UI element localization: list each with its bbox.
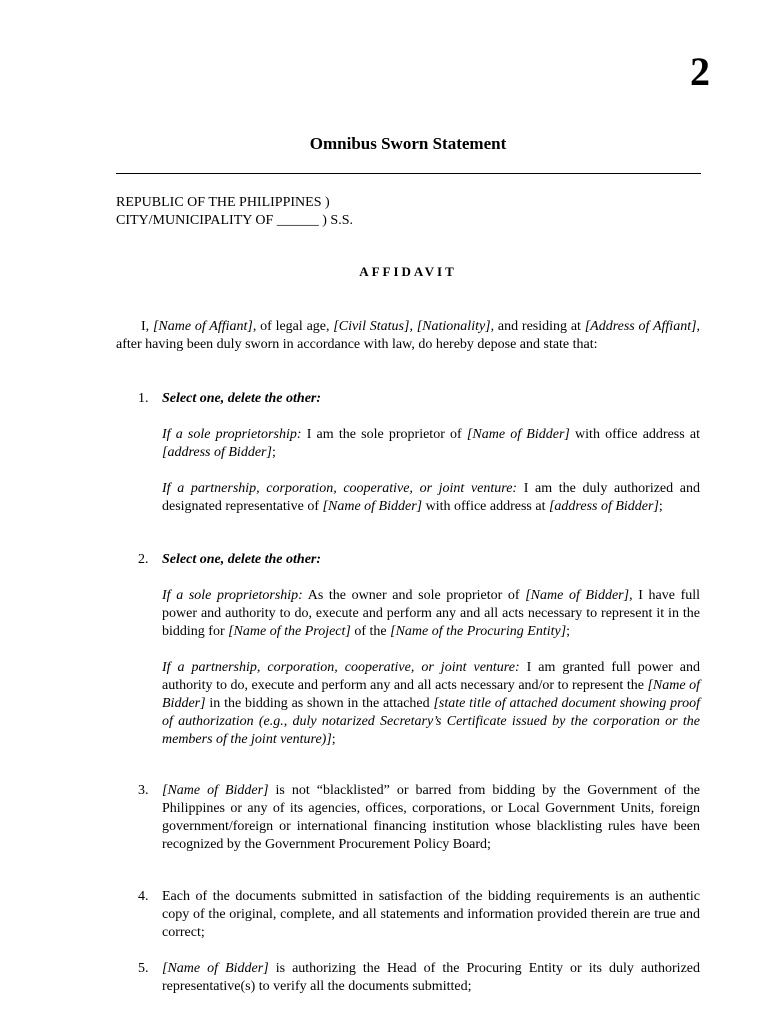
list-item-4 xyxy=(116,888,700,942)
item-5-text: [Name of Bidder] is authorizing the Head of the Procuring Entity or its duly authorized representative(s) to verify all the documents submitted; xyxy=(162,961,700,994)
placeholder-address-of-affiant: [Address of Affiant] xyxy=(584,319,697,334)
placeholder-name-of-affiant: [Name of Affiant] xyxy=(152,319,253,334)
item-instruction: Select one, delete the other: xyxy=(162,391,322,406)
option-sole-proprietorship: If a sole proprietorship: As the owner and sole proprietor of [Name of Bidder], I have full power and authority to do, execute and perform any and all acts necessary to represent it in the bidding for [Name of the Project] of the [Name of the Procuring Entity]; xyxy=(162,588,701,639)
item-instruction: Select one, delete the other: xyxy=(162,552,322,567)
affidavit-heading: AFFIDAVIT xyxy=(359,264,457,279)
option-partnership: If a partnership, corporation, cooperative, or joint venture: I am granted full power and authority to do, execute and perform any and all acts necessary and/or to represent the [Name of Bidder] in the bidding as shown in the attached [state title of attached document showing proof of authorization (e.g., duly notarized Secretary’s Certificate issued by the corporation or the members of the joint venture)]; xyxy=(162,660,700,747)
venue-line-1: REPUBLIC OF THE PHILIPPINES ) xyxy=(116,195,330,210)
item-number: 5. xyxy=(138,961,149,976)
intro-text: , of legal age, xyxy=(252,319,334,334)
page-number: 2 xyxy=(690,49,710,94)
item-number: 4. xyxy=(138,889,149,904)
item-number: 3. xyxy=(138,783,149,798)
venue-block xyxy=(116,194,700,230)
intro-text: , after having been duly sworn in accordance with law, do hereby depose and state that: xyxy=(116,319,701,352)
item-4-text: Each of the documents submitted in satisfaction of the bidding requirements is an authentic copy of the original, complete, and all statements and information provided therein are true and correct; xyxy=(162,889,700,940)
list-item-5 xyxy=(116,960,700,996)
intro-text: , and residing at xyxy=(490,319,585,334)
item-number: 2. xyxy=(138,552,149,567)
list-item-3 xyxy=(116,782,700,854)
item-3-text: [Name of Bidder] is not “blacklisted” or barred from bidding by the Government of the Philippines or any of its agencies, offices, corporations, or Local Government Units, foreign government/foreign or international financing institution whose blacklisting rules have been recognized by the Government Procurement Policy Board; xyxy=(162,783,700,852)
placeholder-nationality: [Nationality] xyxy=(416,319,491,334)
intro-paragraph xyxy=(116,318,700,354)
list-item-1 xyxy=(116,390,700,534)
item-number: 1. xyxy=(138,391,149,406)
intro-text: I, xyxy=(141,319,153,334)
option-sole-proprietorship: If a sole proprietorship: I am the sole proprietor of [Name of Bidder] with office address at [address of Bidder]; xyxy=(162,427,700,460)
list-item-2 xyxy=(116,551,700,767)
document-title: Omnibus Sworn Statement xyxy=(309,134,507,153)
option-partnership: If a partnership, corporation, cooperative, or joint venture: I am the duly authorized and designated representative of [Name of Bidder] with office address at [address of Bidder]; xyxy=(162,481,700,514)
venue-line-2: CITY/MUNICIPALITY OF ______ ) S.S. xyxy=(116,213,353,228)
title-divider xyxy=(116,173,701,174)
placeholder-civil-status: [Civil Status] xyxy=(333,319,410,334)
intro-text: , xyxy=(409,319,417,334)
